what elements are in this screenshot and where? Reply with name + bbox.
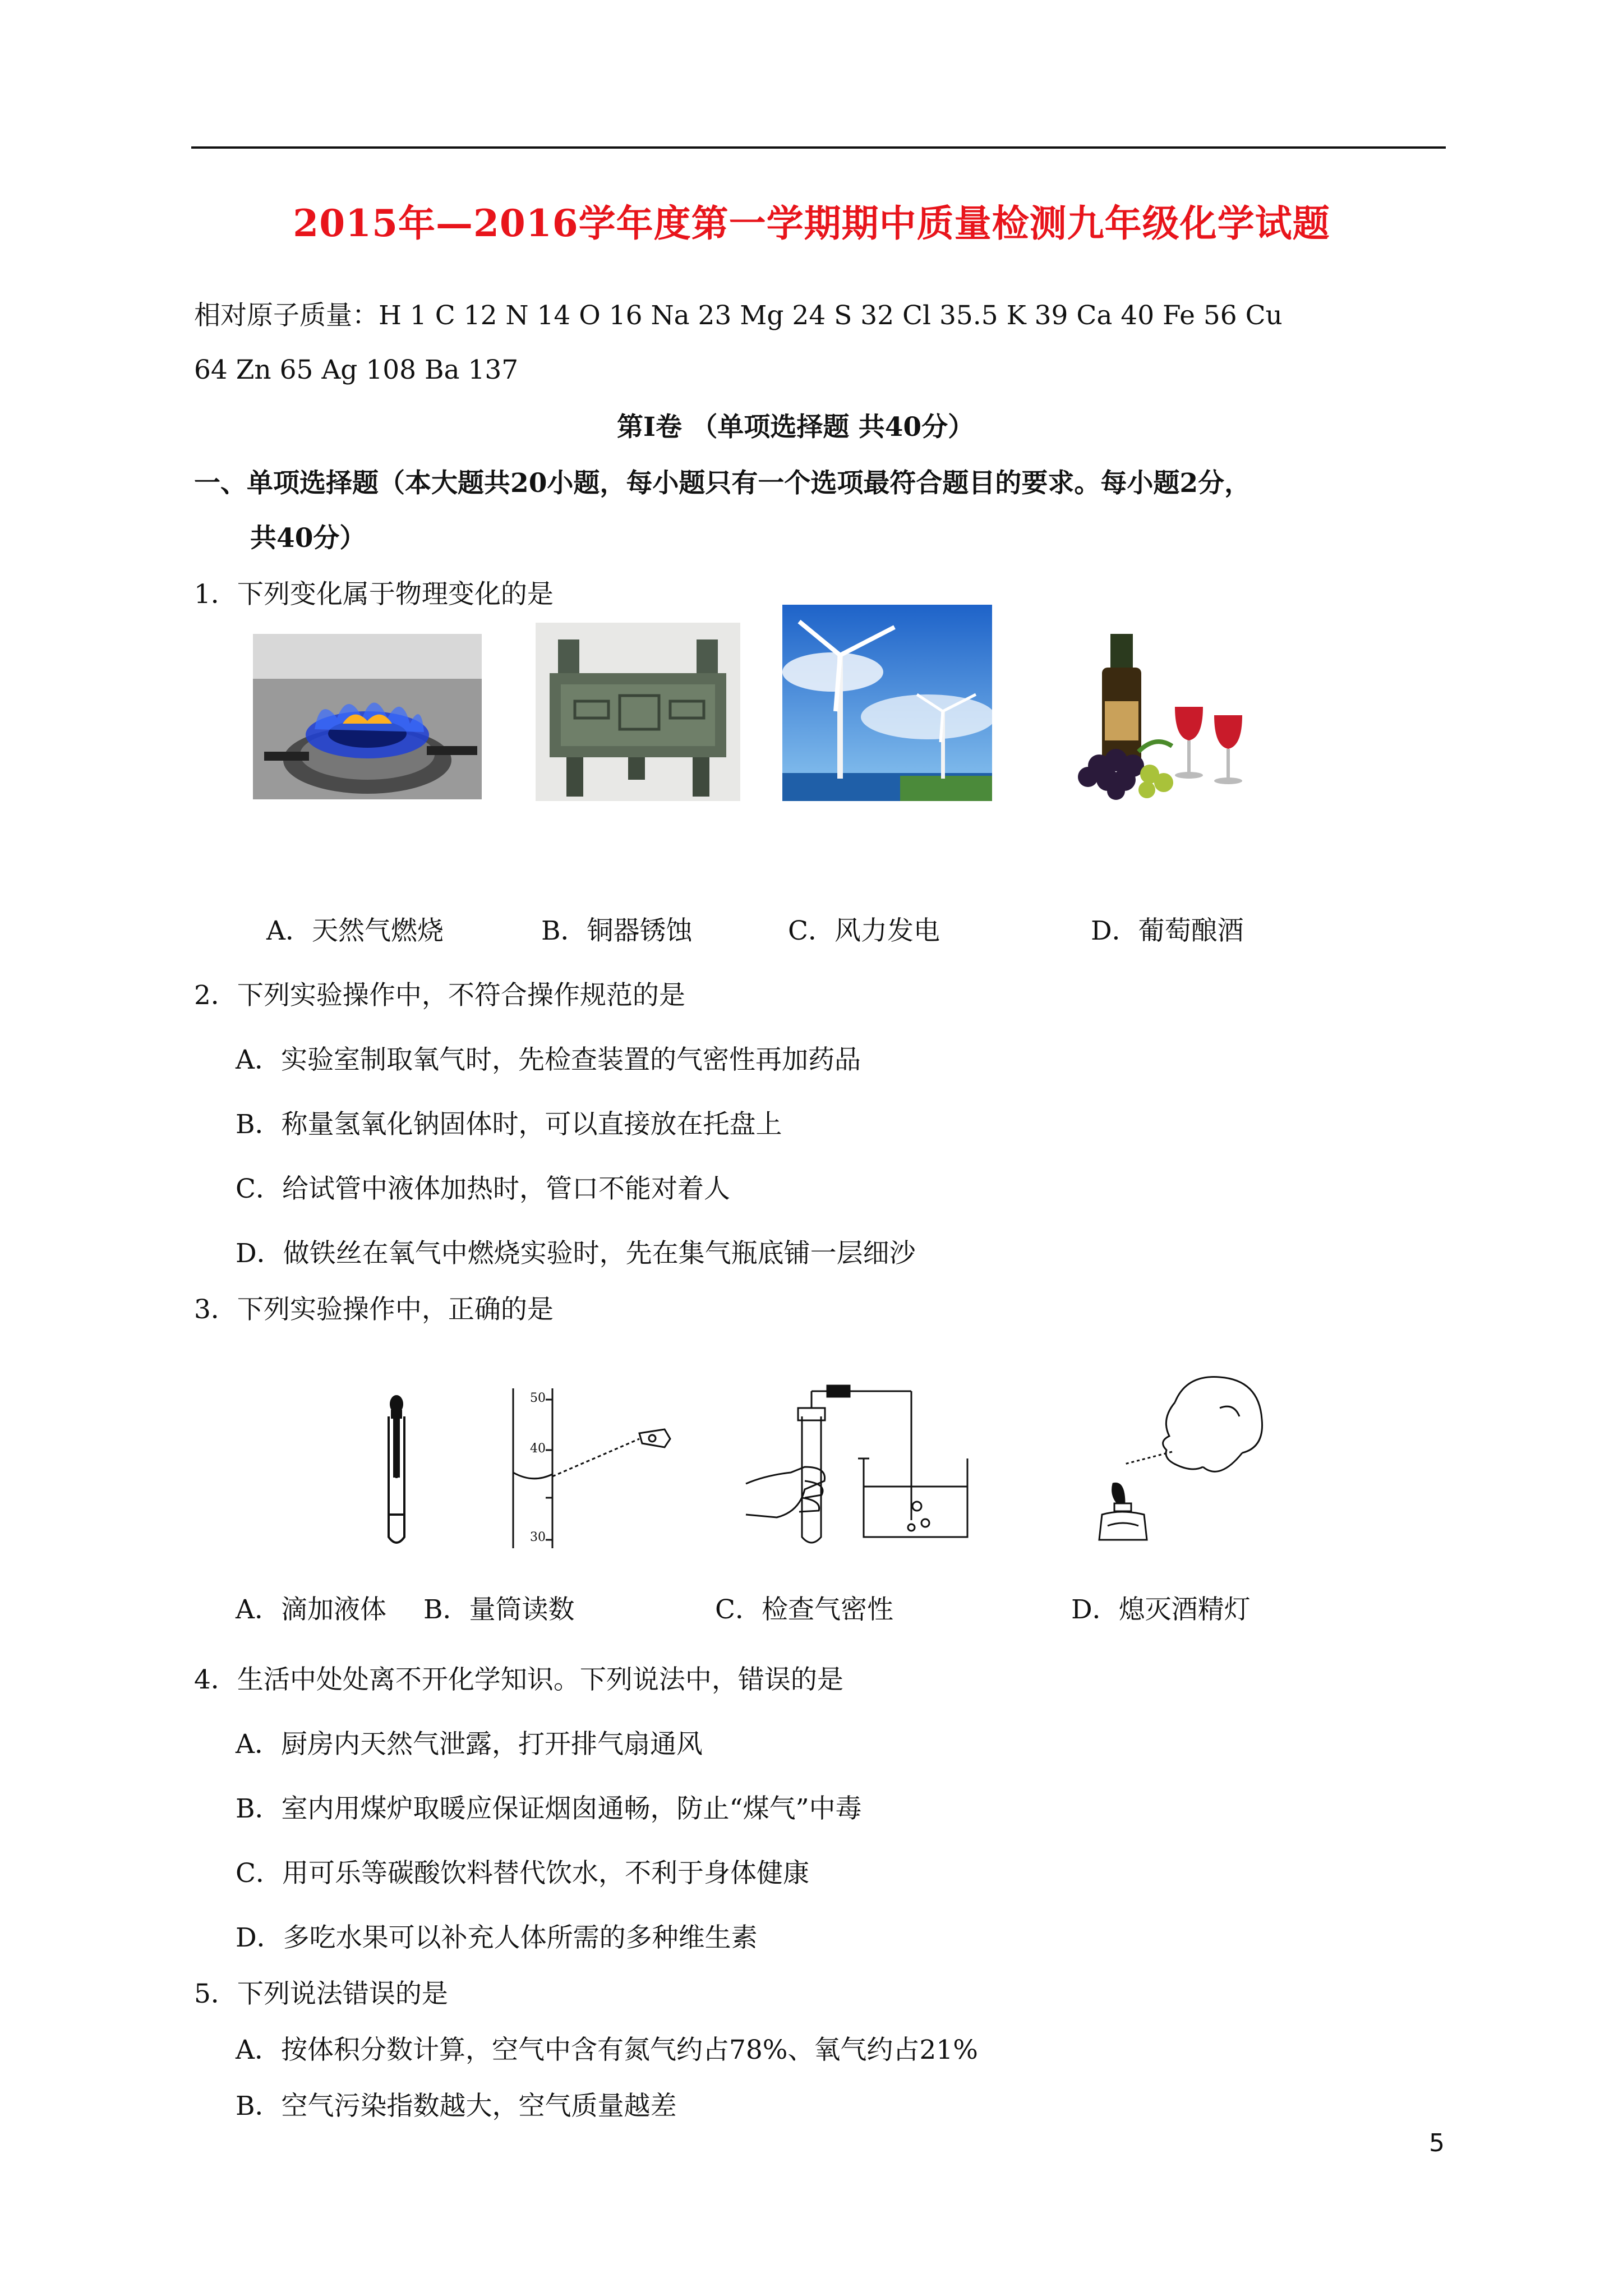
atomic-mass-line-2: 64 Zn 65 Ag 108 Ba 137 xyxy=(194,355,519,385)
q1-option-b: B．铜器锈蚀 xyxy=(541,915,693,946)
wine-grapes-image xyxy=(1054,623,1273,801)
q3-option-a: A．滴加液体 xyxy=(236,1594,386,1625)
q4-option-d: D．多吃水果可以补充人体所需的多种维生素 xyxy=(236,1922,758,1953)
section-header: 第Ⅰ卷 （单项选择题 共40分） xyxy=(617,412,975,443)
gas-flame-image xyxy=(253,634,482,799)
cylinder-tick-40: 40 xyxy=(530,1442,546,1456)
exam-title: 2015年—2016学年度第一学期期中质量检测九年级化学试题 xyxy=(293,201,1330,245)
section-intro-line-2: 共40分） xyxy=(250,523,366,554)
q2-option-c: C．给试管中液体加热时，管口不能对着人 xyxy=(236,1174,730,1204)
q4-option-b: B．室内用煤炉取暖应保证烟囱通畅，防止“煤气”中毒 xyxy=(236,1793,862,1824)
q1-option-a: A．天然气燃烧 xyxy=(266,915,444,946)
q1-option-c: C．风力发电 xyxy=(788,915,940,946)
page-number: 5 xyxy=(1429,2129,1445,2157)
graduated-cylinder-reading-diagram xyxy=(502,1386,693,1551)
extinguish-alcohol-lamp-diagram xyxy=(1091,1369,1270,1551)
q2-option-a: A．实验室制取氧气时，先检查装置的气密性再加药品 xyxy=(236,1045,861,1075)
wind-turbines-image xyxy=(782,605,992,801)
q5-option-b: B．空气污染指数越大，空气质量越差 xyxy=(236,2091,677,2122)
q4-option-c: C．用可乐等碳酸饮料替代饮水，不利于身体健康 xyxy=(236,1858,809,1889)
q4-option-a: A．厨房内天然气泄露，打开排气扇通风 xyxy=(236,1729,703,1760)
q1-stem: 1．下列变化属于物理变化的是 xyxy=(194,579,554,610)
q4-stem: 4．生活中处处离不开化学知识。下列说法中，错误的是 xyxy=(194,1664,843,1695)
q2-stem: 2．下列实验操作中，不符合操作规范的是 xyxy=(194,980,685,1011)
bronze-vessel-image xyxy=(536,623,740,801)
q1-option-d: D．葡萄酿酒 xyxy=(1091,915,1244,946)
section-intro-line-1: 一、单项选择题（本大题共20小题，每小题只有一个选项最符合题目的要求。每小题2分， xyxy=(194,468,1251,499)
airtightness-check-diagram xyxy=(743,1383,1001,1551)
q5-option-a: A．按体积分数计算，空气中含有氮气约占78%、氧气约占21% xyxy=(236,2035,978,2065)
cylinder-tick-30: 30 xyxy=(530,1530,546,1544)
dropper-test-tube-diagram xyxy=(373,1394,421,1551)
q3-option-d: D．熄灭酒精灯 xyxy=(1071,1594,1251,1625)
q2-option-b: B．称量氢氧化钠固体时，可以直接放在托盘上 xyxy=(236,1109,782,1140)
q3-option-c: C．检查气密性 xyxy=(715,1594,893,1625)
header-rule xyxy=(191,146,1446,149)
atomic-mass-line-1: 相对原子质量：H 1 C 12 N 14 O 16 Na 23 Mg 24 S 32 Cl 35.5 K 39 Ca 40 Fe 56 Cu xyxy=(194,300,1283,331)
q3-option-b: B．量筒读数 xyxy=(423,1594,575,1625)
cylinder-tick-50: 50 xyxy=(530,1391,546,1405)
q5-stem: 5．下列说法错误的是 xyxy=(194,1978,448,2009)
q2-option-d: D．做铁丝在氧气中燃烧实验时，先在集气瓶底铺一层细沙 xyxy=(236,1238,916,1269)
q3-stem: 3．下列实验操作中，正确的是 xyxy=(194,1294,554,1325)
